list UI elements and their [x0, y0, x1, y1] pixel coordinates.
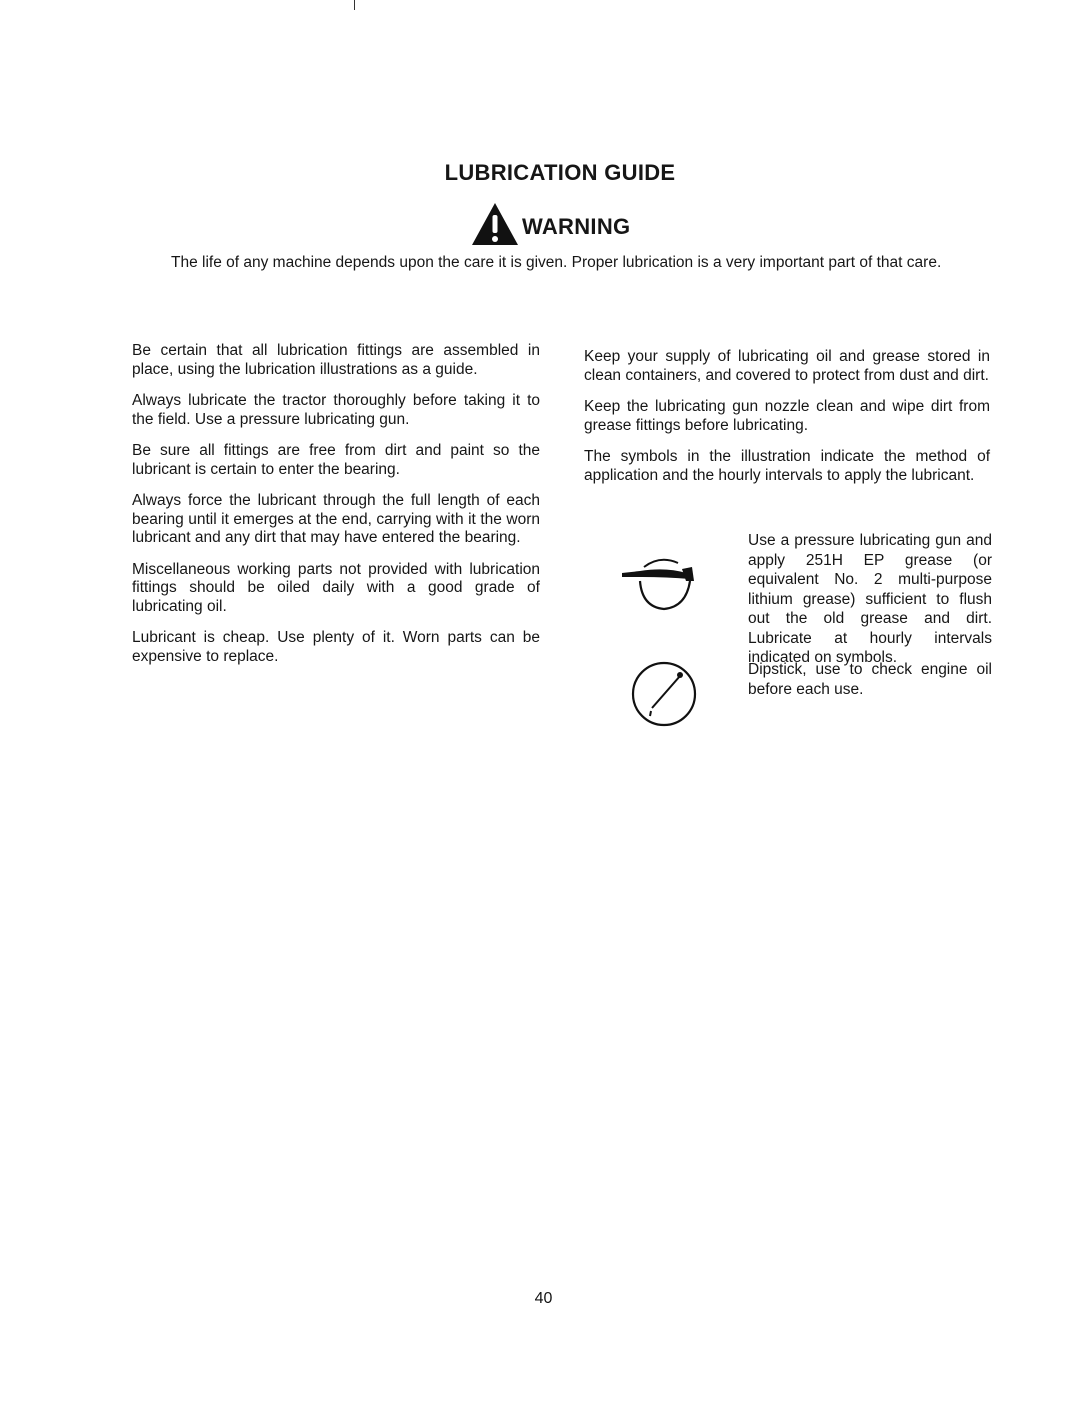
paragraph: Lubricant is cheap. Use plenty of it. Worn parts can be expensive to replace.: [132, 629, 540, 665]
paragraph: Be sure all fittings are free from dirt and paint so the lubricant is certain to enter the bearing.: [132, 442, 540, 478]
paragraph: Keep your supply of lubricating oil and grease stored in clean containers, and covered to protect from dust and dirt.: [584, 348, 990, 384]
right-column: [584, 348, 990, 498]
warning-label: WARNING: [522, 214, 631, 239]
paragraph: Keep the lubricating gun nozzle clean and wipe dirt from grease fittings before lubricating.: [584, 398, 990, 434]
paragraph: Always force the lubricant through the full length of each bearing until it emerges at the end, carrying with it the worn lubricant and any dirt that may have entered the bearing.: [132, 492, 540, 546]
grease-symbol-description: Use a pressure lubricating gun and apply 251H EP grease (or equivalent No. 2 multi-purpose lithium grease) sufficient to flush out the old grease and dirt. Lubricate at hourly intervals indicated on symbols.: [748, 532, 992, 666]
dipstick-symbol-row: [600, 660, 992, 750]
left-column: [132, 342, 540, 679]
dipstick-symbol-description: Dipstick, use to check engine oil before each use.: [748, 661, 992, 698]
dipstick-icon: [600, 660, 730, 750]
paragraph: Miscellaneous working parts not provided with lubrication fittings should be oiled daily with a good grade of lubricating oil.: [132, 560, 540, 615]
grease-symbol-row: [600, 531, 992, 668]
page-number: 40: [534, 1290, 553, 1307]
scan-mark: [354, 0, 355, 10]
grease-gun-icon: [600, 531, 730, 621]
warning-triangle-icon: [470, 201, 520, 247]
page-title: LUBRICATION GUIDE: [444, 160, 676, 185]
paragraph: Be certain that all lubrication fittings are assembled in place, using the lubrication illustrations as a guide.: [132, 342, 540, 378]
intro-paragraph: The life of any machine depends upon the care it is given. Proper lubrication is a very important part of that care.: [171, 254, 942, 271]
warning-header: [470, 199, 630, 249]
paragraph: The symbols in the illustration indicate the method of application and the hourly intervals to apply the lubricant.: [584, 448, 990, 484]
paragraph: Always lubricate the tractor thoroughly before taking it to the field. Use a pressure lubricating gun.: [132, 392, 540, 428]
